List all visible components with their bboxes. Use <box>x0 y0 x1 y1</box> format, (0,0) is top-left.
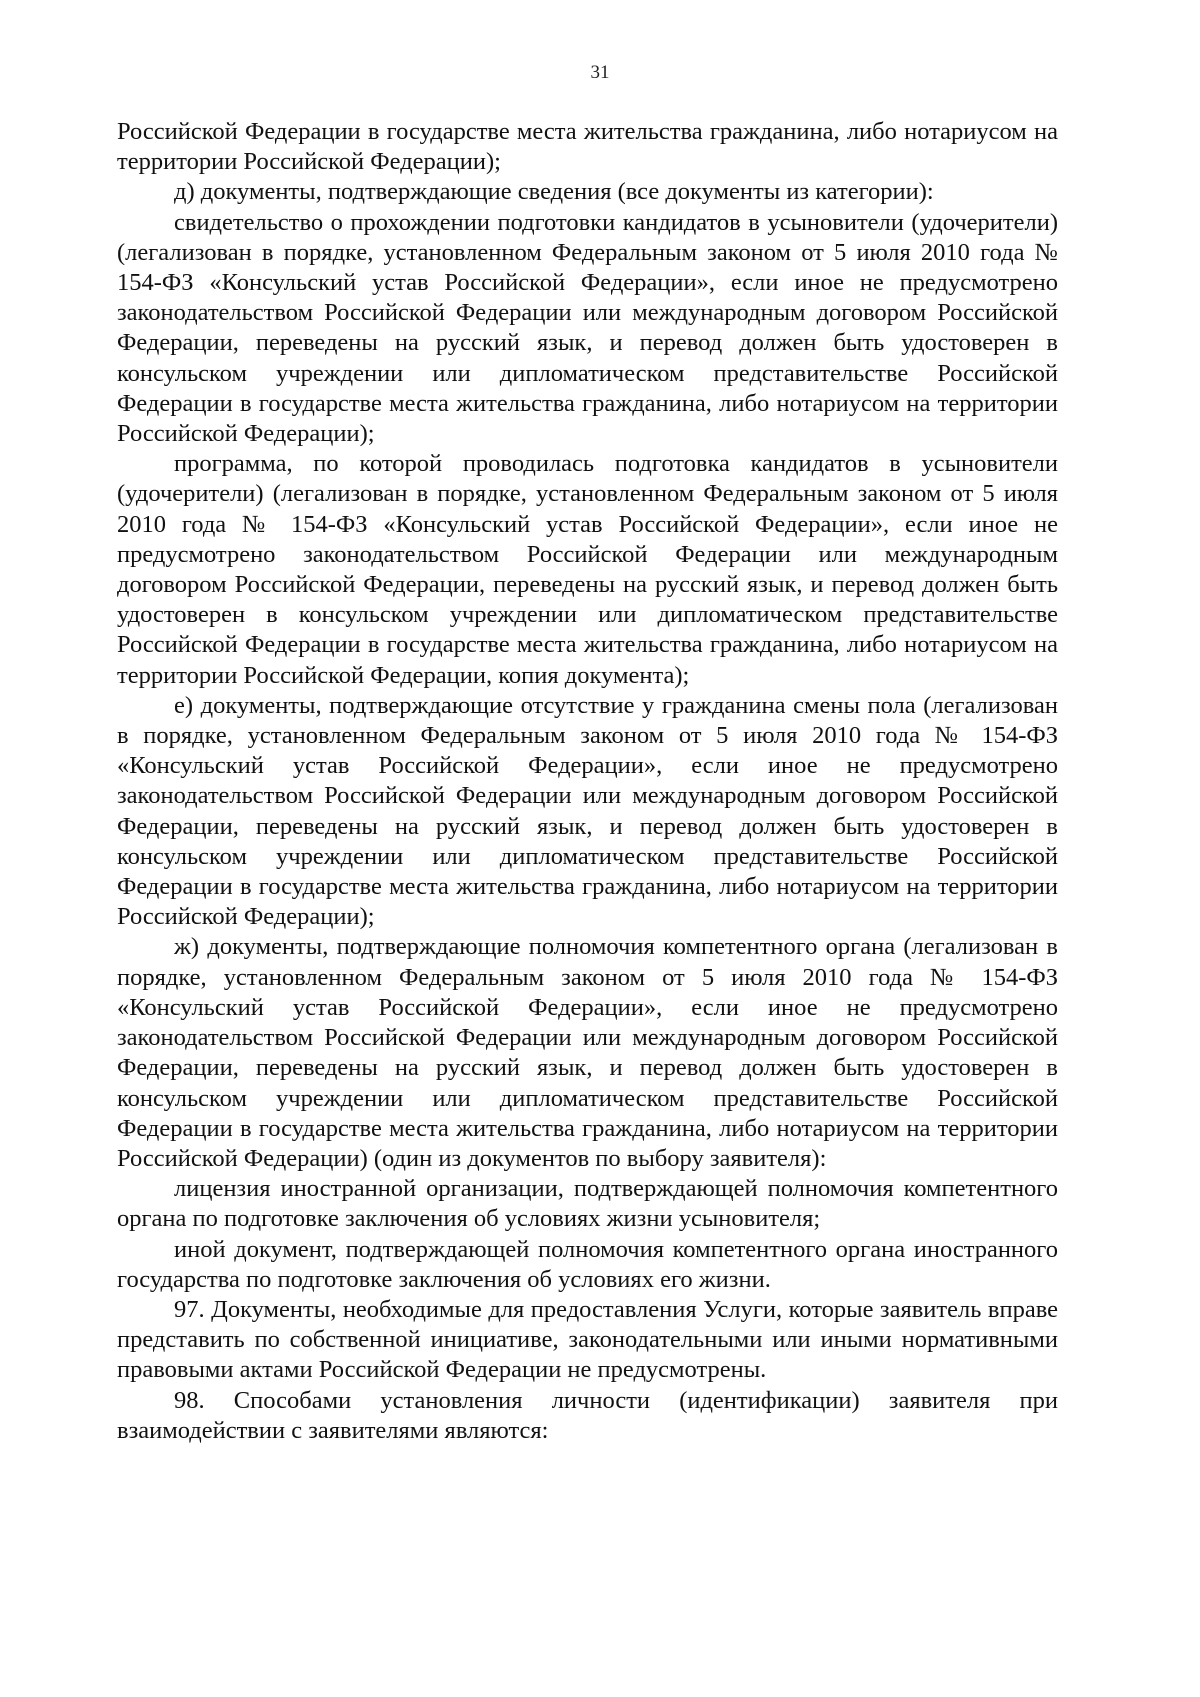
paragraph-item-zh: ж) документы, подтверждающие полномочия компетентного органа (легализован в порядке, установленном Федеральным законом от 5 июля 2010 года № 154-ФЗ «Консульский устав Российской Федерации», если иное не предусмотрено законодательством Российской Федерации или международным договором Российской Федерации, переведены на русский язык, и перевод должен быть удостоверен в консульском учреждении или дипломатическом представительстве Российской Федерации в государстве места жительства гражданина, либо нотариусом на территории Российской Федерации) (один из документов по выбору заявителя): <box>117 933 1058 1172</box>
paragraph-training-certificate: свидетельство о прохождении подготовки кандидатов в усыновители (удочерители) (легализован в порядке, установленном Федеральным законом от 5 июля 2010 года № 154-ФЗ «Консульский устав Российской Федерации», если иное не предусмотрено законодательством Российской Федерации или международным договором Российской Федерации, переведены на русский язык, и перевод должен быть удостоверен в консульском учреждении или дипломатическом представительстве Российской Федерации в государстве места жительства гражданина, либо нотариусом на территории Российской Федерации); <box>117 208 1058 448</box>
paragraph-item-d: д) документы, подтверждающие сведения (все документы из категории): <box>174 178 934 206</box>
paragraph-continuation: Российской Федерации в государстве места жительства гражданина, либо нотариусом на территории Российской Федерации); <box>117 118 1058 176</box>
page-number: 31 <box>590 62 610 83</box>
paragraph-97: 97. Документы, необходимые для предоставления Услуги, которые заявитель вправе представить по собственной инициативе, законодательными или иными нормативными правовыми актами Российской Федерации не предусмотрены. <box>117 1295 1058 1384</box>
paragraph-other-document: иной документ, подтверждающей полномочия компетентного органа иностранного государства по подготовке заключения об условиях его жизни. <box>117 1235 1058 1293</box>
paragraph-item-e: е) документы, подтверждающие отсутствие у гражданина смены пола (легализован в порядке, установленном Федеральным законом от 5 июля 2010 года № 154-ФЗ «Консульский устав Российской Федерации», если иное не предусмотрено законодательством Российской Федерации или международным договором Российской Федерации, переведены на русский язык, и перевод должен быть удостоверен в консульском учреждении или дипломатическом представительстве Российской Федерации в государстве места жительства гражданина, либо нотариусом на территории Российской Федерации); <box>117 691 1058 931</box>
paragraph-training-program: программа, по которой проводилась подготовка кандидатов в усыновители (удочерители) (легализован в порядке, установленном Федеральным законом от 5 июля 2010 года № 154-ФЗ «Консульский устав Российской Федерации», если иное не предусмотрено законодательством Российской Федерации или международным договором Российской Федерации, переведены на русский язык, и перевод должен быть удостоверен в консульском учреждении или дипломатическом представительстве Российской Федерации в государстве места жительства гражданина, либо нотариусом на территории Российской Федерации, копия документа); <box>117 450 1058 689</box>
paragraph-98: 98. Способами установления личности (идентификации) заявителя при взаимодействии с заявителями являются: <box>117 1386 1058 1444</box>
paragraph-license: лицензия иностранной организации, подтверждающей полномочия компетентного органа по подготовке заключения об условиях жизни усыновителя; <box>117 1175 1058 1233</box>
document-body <box>117 117 1058 1446</box>
